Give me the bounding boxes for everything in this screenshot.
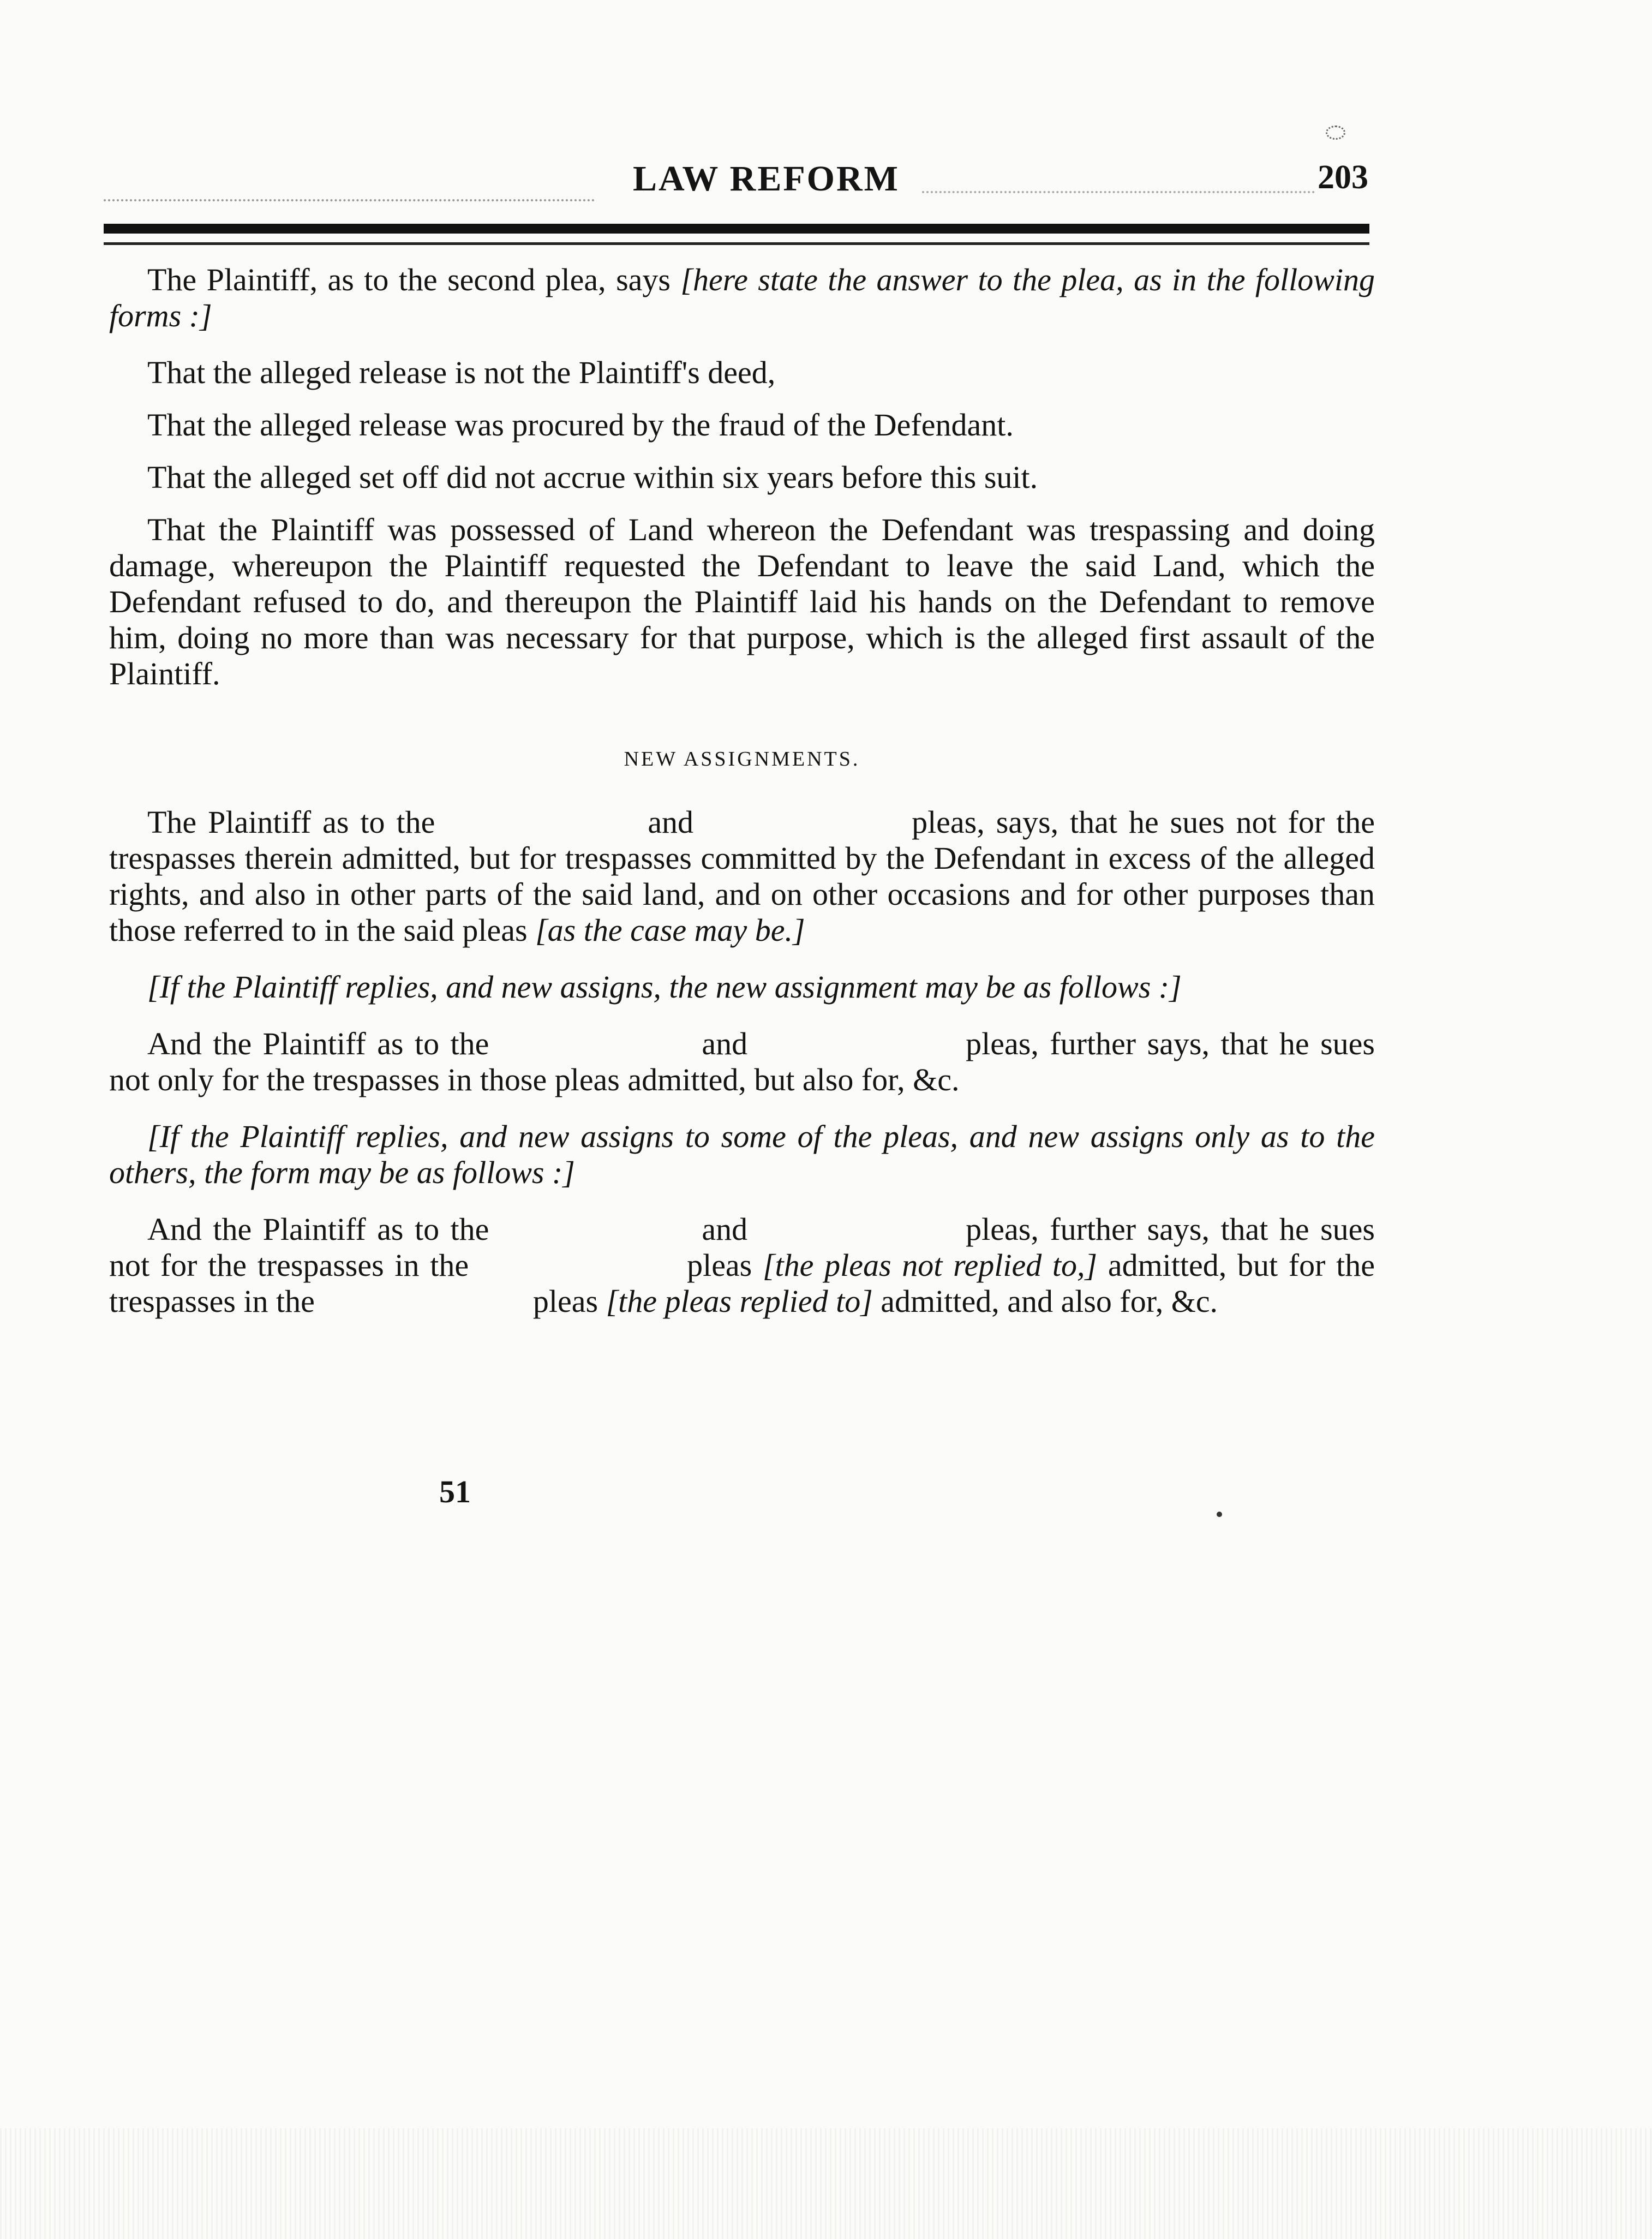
running-title: LAW REFORM	[633, 159, 900, 199]
paragraph-release-not-deed: That the alleged release is not the Plaintiff's deed,	[147, 355, 776, 390]
paragraph-text: and	[648, 804, 694, 840]
paragraph-text: and	[702, 1026, 748, 1061]
paragraph-text: pleas, says, that he sues not for the trespasses therein admitted, but for trespasses committed by the Defendant in excess of the alleged rights, and also in other parts of the said land, and on other occasions and for other purposes than those referred to in the said pleas	[109, 804, 1375, 948]
header-rule-thick	[104, 224, 1369, 234]
paragraph-text: and	[702, 1211, 748, 1247]
header-dotted-leader-right	[922, 191, 1315, 193]
paragraph-new-assignment-note-2	[109, 1119, 1375, 1191]
paragraph-italic: [as the case may be.]	[535, 912, 805, 948]
stray-dot	[1217, 1512, 1222, 1517]
page-number: 203	[1318, 159, 1368, 196]
paragraph-new-assignment-note-1	[109, 969, 1375, 1005]
paragraph-text: pleas, further says, that he sues not only for the trespasses in those pleas admitted, but also for, &c.	[109, 1026, 1375, 1097]
header-dotted-leader	[104, 199, 595, 201]
paragraph-release-fraud: That the alleged release was procured by the fraud of the Defendant.	[147, 407, 1014, 443]
paragraph-possessed-of-land: That the Plaintiff was possessed of Land whereon the Defendant was trespassing and doing damage, whereupon the Plaintiff requested the Defendant to leave the said Land, which the Defendant refused to do, and thereupon the Plaintiff laid his hands on the Defendant to remove him, doing no more than was necessary for that purpose, which is the alleged first assault of the Plaintiff.	[109, 512, 1375, 691]
paragraph-italic: [the pleas replied to]	[606, 1283, 873, 1319]
paragraph-text: admitted, and also for, &c.	[872, 1283, 1218, 1319]
paragraph-set-off: That the alleged set off did not accrue within six years before this suit.	[147, 459, 1038, 495]
body-text	[109, 262, 1375, 1340]
paragraph-text: pleas	[687, 1247, 763, 1283]
signature-mark: 51	[439, 1474, 471, 1509]
paragraph-text: pleas, further says, that he sues not for the trespasses in the	[109, 1211, 1375, 1283]
paragraph-text: The Plaintiff, as to the second plea, says	[147, 262, 681, 297]
paragraph-second-plea	[109, 262, 1375, 334]
header-rule-thin	[104, 242, 1369, 245]
paragraph-italic: [here state the answer to the plea, as in the following forms :]	[109, 262, 1375, 333]
section-heading: NEW ASSIGNMENTS.	[624, 748, 860, 771]
paragraph-new-assignment-1	[109, 804, 1375, 948]
paragraph-italic: [If the Plaintiff replies, and new assigns to some of the pleas, and new assigns only as to the others, the form may be as follows :]	[109, 1119, 1375, 1190]
paragraph-text: pleas	[532, 1283, 606, 1319]
paragraph-italic: [If the Plaintiff replies, and new assigns, the new assignment may be as follows :]	[147, 969, 1182, 1005]
paragraph-new-assignment-2	[109, 1026, 1375, 1098]
paragraph-text: The Plaintiff as to the	[147, 804, 435, 840]
paragraph-text: And the Plaintiff as to the	[147, 1211, 489, 1247]
paragraph-italic: [the pleas not replied to,]	[762, 1247, 1098, 1283]
stray-mark	[1326, 126, 1345, 140]
paragraph-text: admitted, but for the trespasses in the	[109, 1247, 1375, 1319]
paragraph-text: And the Plaintiff as to the	[147, 1026, 489, 1061]
scan-noise	[0, 2128, 1652, 2239]
paragraph-new-assignment-3	[109, 1211, 1375, 1319]
